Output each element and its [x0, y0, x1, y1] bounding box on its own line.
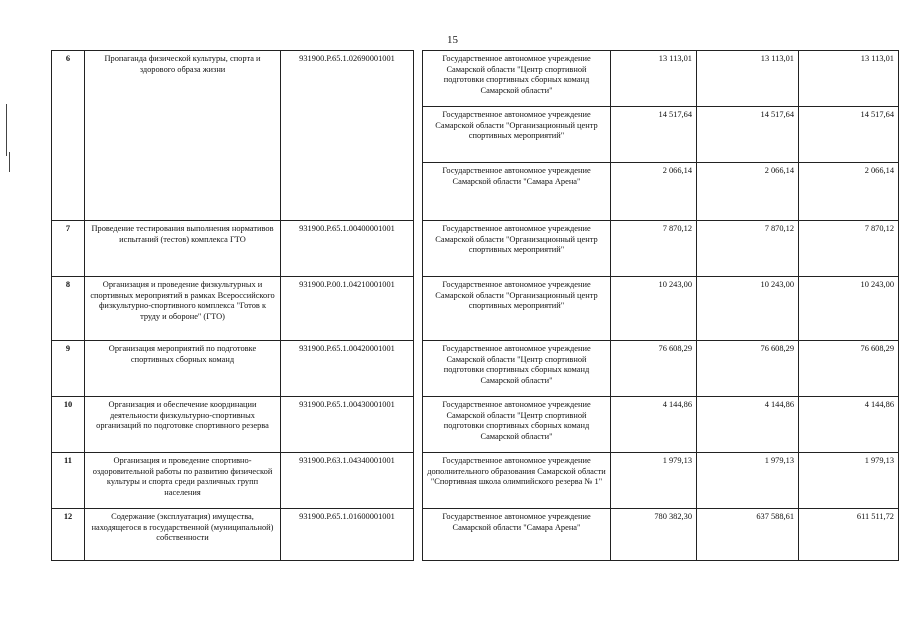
table-row — [52, 341, 899, 397]
registry-code: 931900.Р.65.1.00400001001 — [281, 221, 414, 277]
institution-name: Государственное автономное учреждение Самарской области "Организационный центр спортивных мероприятий" — [423, 277, 611, 341]
value-year-3: 7 870,12 — [799, 221, 899, 277]
services-table — [51, 50, 899, 561]
value-year-3: 611 511,72 — [799, 509, 899, 561]
institution-name: Государственное автономное учреждение Самарской области "Организационный центр спортивных мероприятий" — [423, 107, 611, 163]
row-number: 9 — [52, 341, 85, 397]
institution-name: Государственное автономное учреждение Самарской области "Центр спортивной подготовки спортивных сборных команд Самарской области" — [423, 397, 611, 453]
page-number: 15 — [447, 34, 458, 46]
institution-name: Государственное автономное учреждение Самарской области "Центр спортивной подготовки спортивных сборных команд Самарской области" — [423, 341, 611, 397]
value-year-3: 76 608,29 — [799, 341, 899, 397]
value-year-2: 13 113,01 — [697, 51, 799, 107]
row-number: 7 — [52, 221, 85, 277]
service-name: Организация и обеспечение координации деятельности физкультурно-спортивных организаций по подготовке спортивного резерва — [85, 397, 281, 453]
column-gap — [414, 341, 423, 397]
row-number: 11 — [52, 453, 85, 509]
value-year-1: 1 979,13 — [611, 453, 697, 509]
value-year-1: 2 066,14 — [611, 163, 697, 221]
column-gap — [414, 397, 423, 453]
service-name: Организация мероприятий по подготовке спортивных сборных команд — [85, 341, 281, 397]
value-year-1: 7 870,12 — [611, 221, 697, 277]
table-row — [52, 453, 899, 509]
value-year-2: 637 588,61 — [697, 509, 799, 561]
value-year-1: 13 113,01 — [611, 51, 697, 107]
value-year-3: 1 979,13 — [799, 453, 899, 509]
value-year-2: 14 517,64 — [697, 107, 799, 163]
institution-name: Государственное автономное учреждение дополнительного образования Самарской области "Спортивная школа олимпийского резерва № 1" — [423, 453, 611, 509]
institution-name: Государственное автономное учреждение Самарской области "Организационный центр спортивных мероприятий" — [423, 221, 611, 277]
institution-name: Государственное автономное учреждение Самарской области "Самара Арена" — [423, 509, 611, 561]
column-gap — [414, 509, 423, 561]
row-number: 10 — [52, 397, 85, 453]
column-gap — [414, 453, 423, 509]
value-year-2: 1 979,13 — [697, 453, 799, 509]
service-name: Проведение тестирования выполнения нормативов испытаний (тестов) комплекса ГТО — [85, 221, 281, 277]
column-gap — [414, 221, 423, 277]
value-year-1: 10 243,00 — [611, 277, 697, 341]
value-year-3: 10 243,00 — [799, 277, 899, 341]
registry-code: 931900.Р.65.1.00430001001 — [281, 397, 414, 453]
value-year-1: 76 608,29 — [611, 341, 697, 397]
registry-code: 931900.Р.63.1.04340001001 — [281, 453, 414, 509]
table-row — [52, 397, 899, 453]
value-year-3: 2 066,14 — [799, 163, 899, 221]
row-number: 8 — [52, 277, 85, 341]
value-year-2: 7 870,12 — [697, 221, 799, 277]
service-name: Организация и проведение спортивно-оздоровительной работы по развитию физической культуры и спорта среди различных групп населения — [85, 453, 281, 509]
value-year-3: 14 517,64 — [799, 107, 899, 163]
service-name: Организация и проведение физкультурных и спортивных мероприятий в рамках Всероссийского физкультурно-спортивного комплекса "Готов к труду и обороне" (ГТО) — [85, 277, 281, 341]
registry-code: 931900.Р.65.1.02690001001 — [281, 51, 414, 221]
column-gap — [414, 277, 423, 341]
registry-code: 931900.Р.65.1.00420001001 — [281, 341, 414, 397]
value-year-1: 4 144,86 — [611, 397, 697, 453]
table-row — [52, 277, 899, 341]
registry-code: 931900.Р.65.1.01600001001 — [281, 509, 414, 561]
institution-name: Государственное автономное учреждение Самарской области "Центр спортивной подготовки спортивных сборных команд Самарской области" — [423, 51, 611, 107]
value-year-1: 780 382,30 — [611, 509, 697, 561]
value-year-2: 76 608,29 — [697, 341, 799, 397]
value-year-1: 14 517,64 — [611, 107, 697, 163]
service-name: Содержание (эксплуатация) имущества, находящегося в государственной (муниципальной) собственности — [85, 509, 281, 561]
registry-code: 931900.Р.00.1.04210001001 — [281, 277, 414, 341]
value-year-2: 10 243,00 — [697, 277, 799, 341]
value-year-3: 13 113,01 — [799, 51, 899, 107]
scan-margin-mark — [6, 104, 7, 156]
value-year-2: 2 066,14 — [697, 163, 799, 221]
table-row — [52, 509, 899, 561]
table-row — [52, 51, 899, 107]
row-number: 12 — [52, 509, 85, 561]
institution-name: Государственное автономное учреждение Самарской области "Самара Арена" — [423, 163, 611, 221]
service-name: Пропаганда физической культуры, спорта и здорового образа жизни — [85, 51, 281, 221]
scan-margin-mark — [9, 152, 10, 172]
value-year-2: 4 144,86 — [697, 397, 799, 453]
column-gap — [414, 51, 423, 221]
value-year-3: 4 144,86 — [799, 397, 899, 453]
row-number: 6 — [52, 51, 85, 221]
table-row — [52, 221, 899, 277]
